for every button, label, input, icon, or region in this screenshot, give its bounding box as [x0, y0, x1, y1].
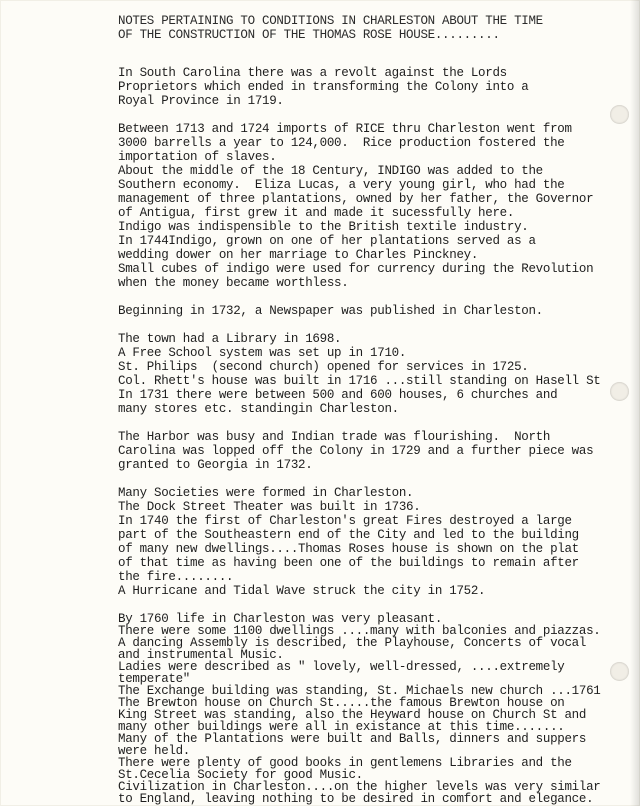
paragraph-line: Carolina was lopped off the Colony in 1729 and a further piece was [118, 444, 594, 458]
paragraph-line: In 1740 the first of Charleston's great Fires destroyed a large [118, 514, 572, 528]
paragraph-line: when the money became worthless. [118, 276, 349, 290]
paragraph-line: Indigo was indispensible to the British textile industry. [118, 220, 529, 234]
paragraph-line: temperate" [118, 672, 191, 686]
paragraph-line: St. Philips (second church) opened for services in 1725. [118, 360, 529, 374]
paragraph-line: Proprietors which ended in transforming the Colony into a [118, 80, 529, 94]
paragraph-line: The town had a Library in 1698. [118, 332, 342, 346]
paragraph-line: of that time as having been one of the buildings to remain after [118, 556, 579, 570]
paragraph-line: A Hurricane and Tidal Wave struck the city in 1752. [118, 584, 486, 598]
paragraph-line: Many of the Plantations were built and Balls, dinners and suppers [118, 732, 587, 746]
paragraph-line: Col. Rhett's house was built in 1716 ...still standing on Hasell St [118, 374, 601, 388]
paragraph-line: management of three plantations, owned by her father, the Governor [118, 192, 594, 206]
paragraph-line: many other buildings were all in existance at this time....... [118, 720, 565, 734]
paragraph-line: St.Cecelia Society for good Music. [118, 768, 363, 782]
paragraph-line: Between 1713 and 1724 imports of RICE thru Charleston went from [118, 122, 572, 136]
paragraph-line: Small cubes of indigo were used for currency during the Revolution [118, 262, 594, 276]
paragraph-line: Many Societies were formed in Charleston. [118, 486, 414, 500]
paragraph-line: A dancing Assembly is described, the Playhouse, Concerts of vocal [118, 636, 587, 650]
paragraph-line: were held. [118, 744, 191, 758]
paragraph-line: 3000 barrells a year to 124,000. Rice production fostered the [118, 136, 565, 150]
paragraph-line: There were plenty of good books in gentlemens Libraries and the [118, 756, 572, 770]
paragraph-line: Ladies were described as " lovely, well-dressed, ....extremely [118, 660, 565, 674]
title-line-2: OF THE CONSTRUCTION OF THE THOMAS ROSE HOUSE......... [118, 28, 500, 42]
paragraph-line: By 1760 life in Charleston was very pleasant. [118, 612, 443, 626]
paragraph-line: In 1744Indigo, grown on one of her plantations served as a [118, 234, 536, 248]
paragraph-line: King Street was standing, also the Heyward house on Church St and [118, 708, 587, 722]
paragraph-line: The Harbor was busy and Indian trade was flourishing. North [118, 430, 551, 444]
paragraph-line: There were some 1100 dwellings ....many with balconies and piazzas. [118, 624, 601, 638]
paragraph-line: About the middle of the 18 Century, INDIGO was added to the [118, 164, 543, 178]
paragraph-line: In South Carolina there was a revolt against the Lords [118, 66, 507, 80]
paragraph-line: The Exchange building was standing, St. Michaels new church ...1761 [118, 684, 601, 698]
paragraph-line: many stores etc. standingin Charleston. [118, 402, 399, 416]
paragraph-line: of many new dwellings....Thomas Roses house is shown on the plat [118, 542, 579, 556]
paragraph-line: granted to Georgia in 1732. [118, 458, 313, 472]
paragraph-line: Royal Province in 1719. [118, 94, 284, 108]
paragraph-line: the fire........ [118, 570, 234, 584]
paragraph-line: Civilization in Charleston....on the higher levels was very similar [118, 780, 601, 794]
paragraph-line: In 1731 there were between 500 and 600 houses, 6 churches and [118, 388, 558, 402]
title-line-1: NOTES PERTAINING TO CONDITIONS IN CHARLESTON ABOUT THE TIME [118, 14, 543, 28]
paragraph-line: and instrumental Music. [118, 648, 284, 662]
paragraph-line: Southern economy. Eliza Lucas, a very young girl, who had the [118, 178, 565, 192]
paragraph-line: to England, leaving nothing to be desired in comfort and elegance. [118, 792, 594, 806]
paragraph-line: The Dock Street Theater was built in 1736. [118, 500, 421, 514]
paragraph-line: part of the Southeastern end of the City and led to the building [118, 528, 579, 542]
paragraph-line: The Brewton house on Church St.....the famous Brewton house on [118, 696, 565, 710]
paragraph-line: A Free School system was set up in 1710. [118, 346, 407, 360]
paragraph-line: importation of slaves. [118, 150, 277, 164]
paragraph-line: Beginning in 1732, a Newspaper was published in Charleston. [118, 304, 543, 318]
paragraph-line: wedding dower on her marriage to Charles Pinckney. [118, 248, 479, 262]
paragraph-line: of Antigua, first grew it and made it sucessfully here. [118, 206, 515, 220]
